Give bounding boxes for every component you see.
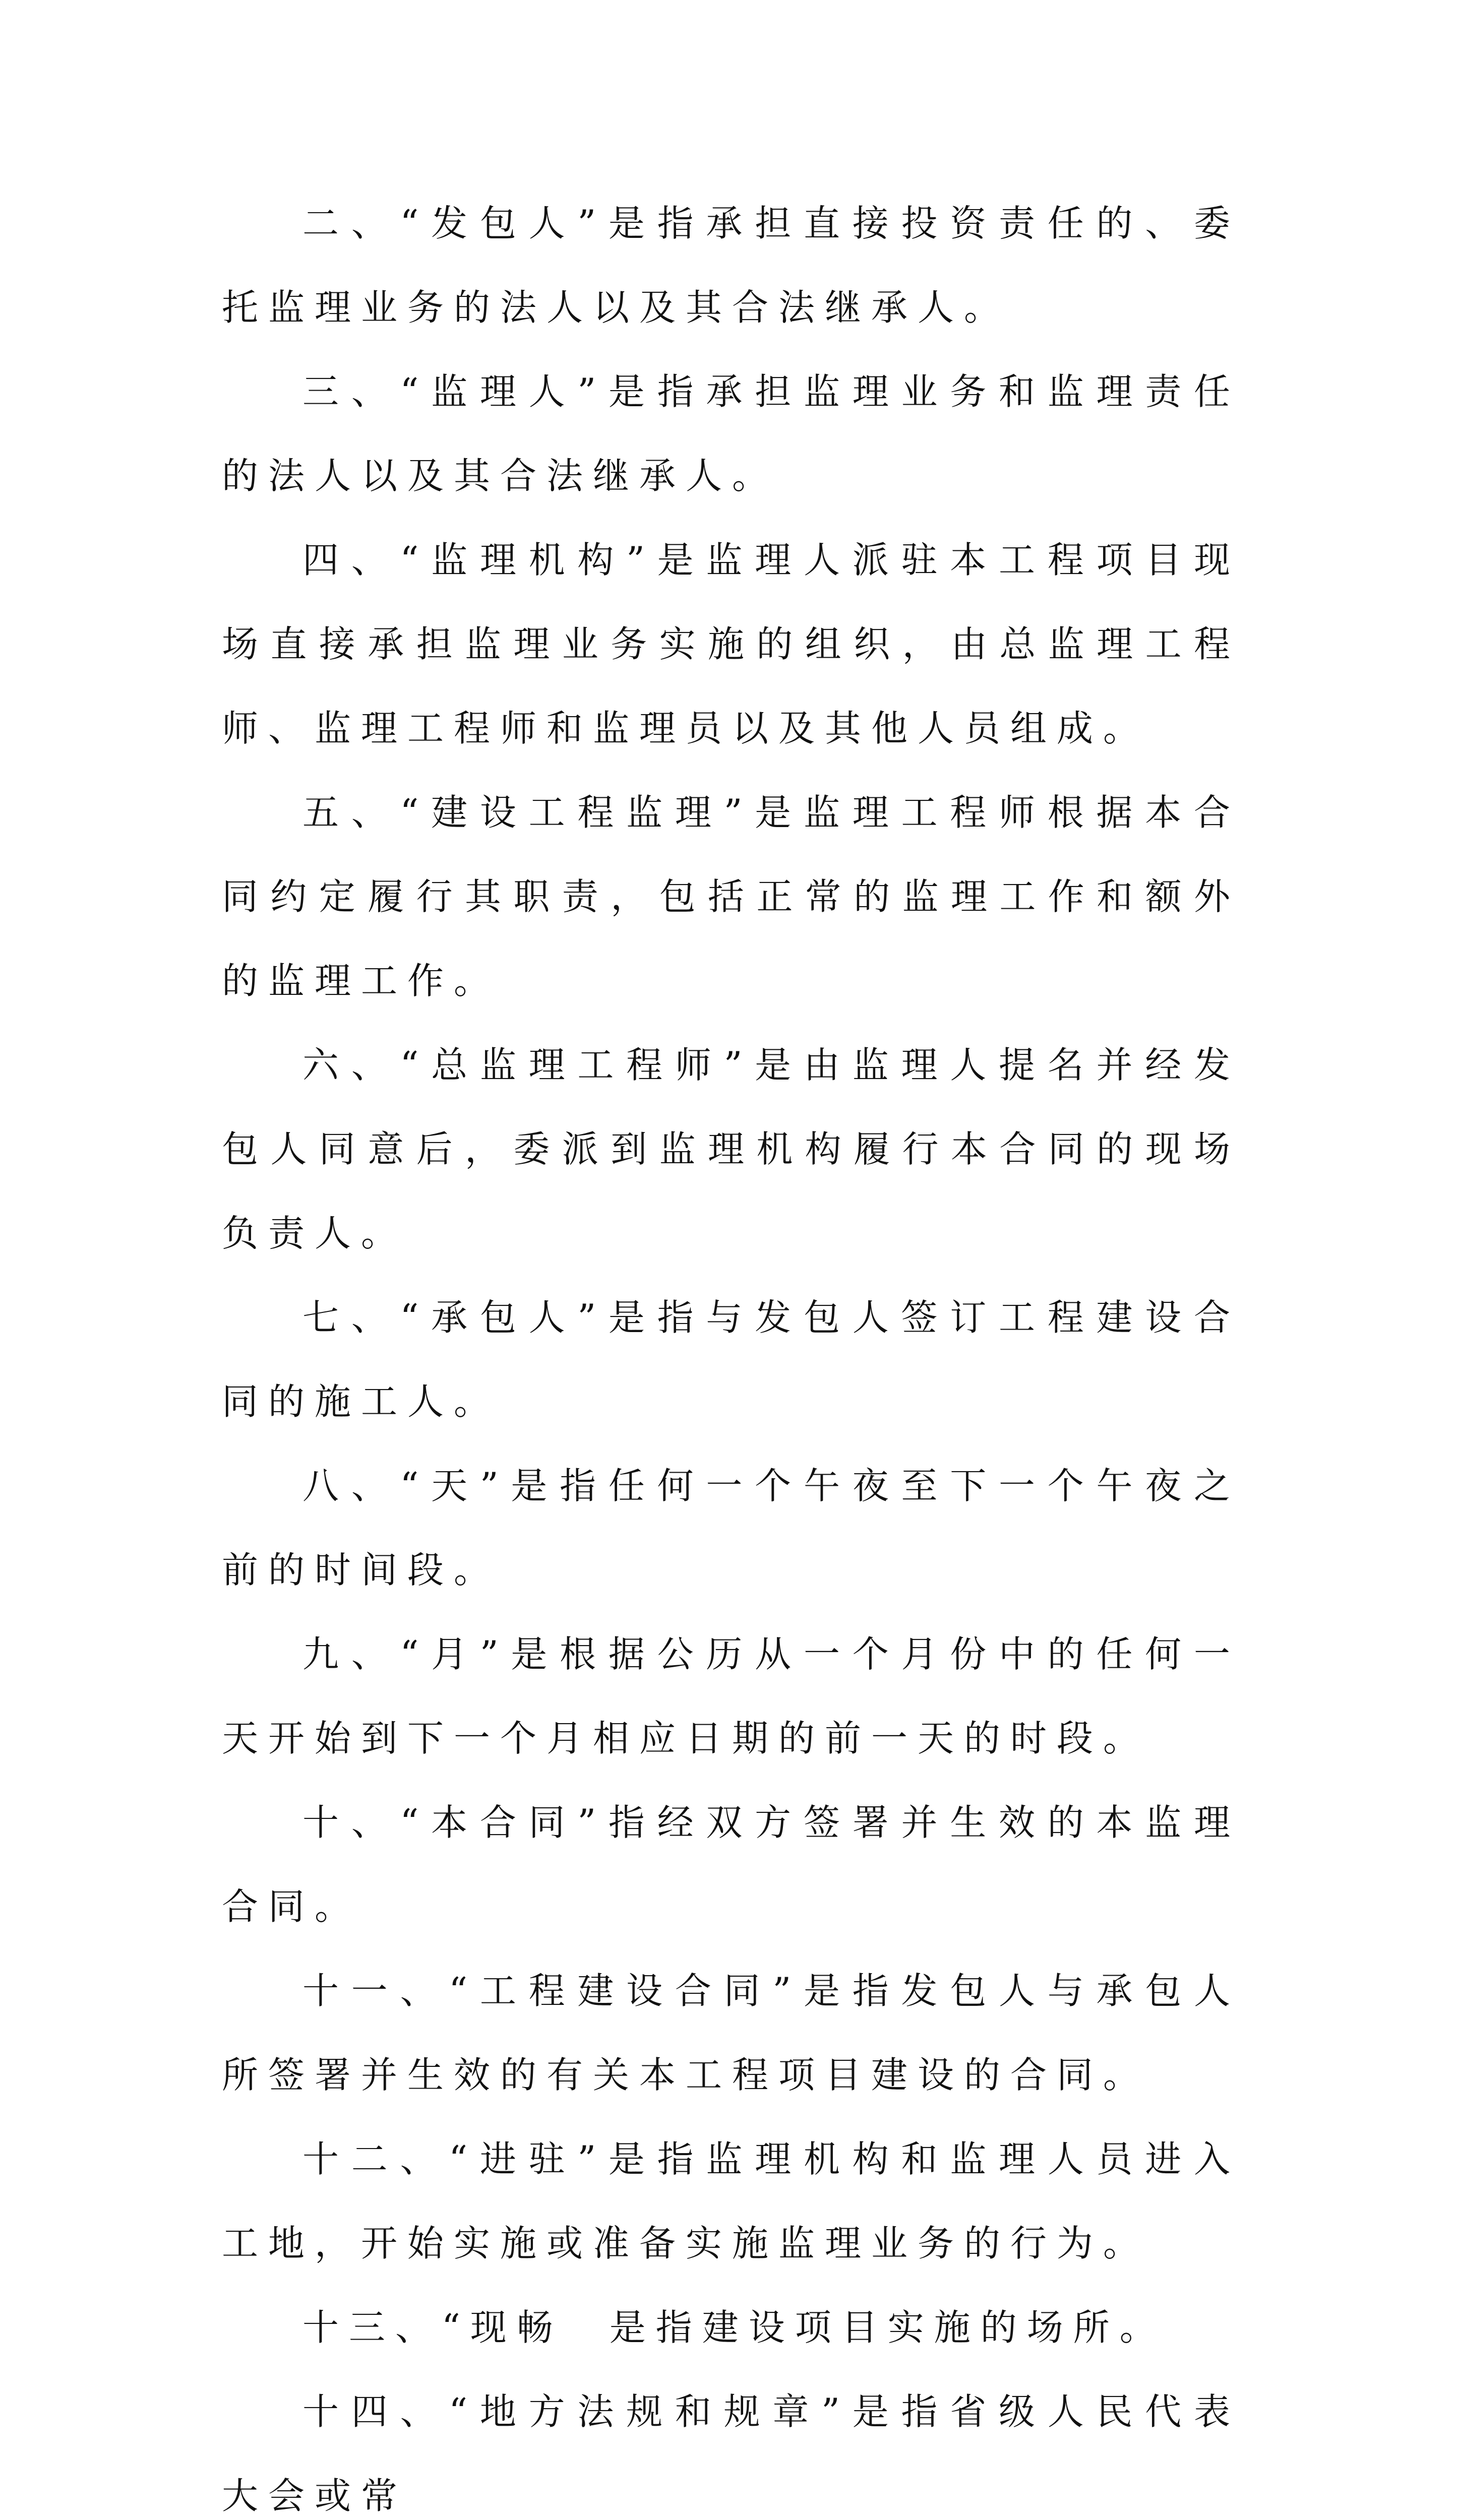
definition-paragraph-12: 十二、“进驻”是指监理机构和监理人员进入工地，开始实施或准备实施监理业务的行为。 — [222, 2138, 1240, 2264]
definition-paragraph-5: 五、“建设工程监理”是监理工程师根据本合同约定履行其职责，包括正常的监理工作和额外的监理工作。 — [222, 791, 1240, 1002]
document-body — [222, 181, 1240, 2520]
definition-paragraph-4: 四、“监理机构”是监理人派驻本工程项目现场直接承担监理业务实施的组织，由总监理工程师、监理工程师和监理员以及其他人员组成。 — [222, 539, 1240, 749]
definition-paragraph-2: 二、“发包人”是指承担直接投资责任的、委托监理业务的法人以及其合法继承人。 — [222, 202, 1240, 329]
definition-paragraph-6: 六、“总监理工程师”是由监理人提名并经发包人同意后，委派到监理机构履行本合同的现场负责人。 — [222, 1044, 1240, 1254]
definition-paragraph-7: 七、“承包人”是指与发包人签订工程建设合同的施工人。 — [222, 1296, 1240, 1423]
definition-paragraph-13: 十三、“现畅 是指建设项目实施的场所。 — [302, 2306, 1166, 2349]
definition-paragraph-10: 十、“本合同”指经双方签署并生效的本监理合同。 — [222, 1801, 1240, 1928]
definition-paragraph-9: 九、“月”是根据公历从一个月份中的任何一天开始到下一个月相应日期的前一天的时段。 — [222, 1633, 1240, 1759]
definition-paragraph-11: 十一、“工程建设合同”是指发包人与承包人所签署并生效的有关本工程项目建设的合同。 — [222, 1970, 1240, 2096]
definition-paragraph-14: 十四、“地方法规和规章”是指省级人民代表大会或常 — [222, 2390, 1240, 2517]
definition-paragraph-8: 八、“天”是指任何一个午夜至下一个午夜之前的时间段。 — [222, 1465, 1240, 1591]
definition-paragraph-3: 三、“监理人”是指承担监理业务和监理责任的法人以及其合法继承人。 — [222, 370, 1240, 497]
